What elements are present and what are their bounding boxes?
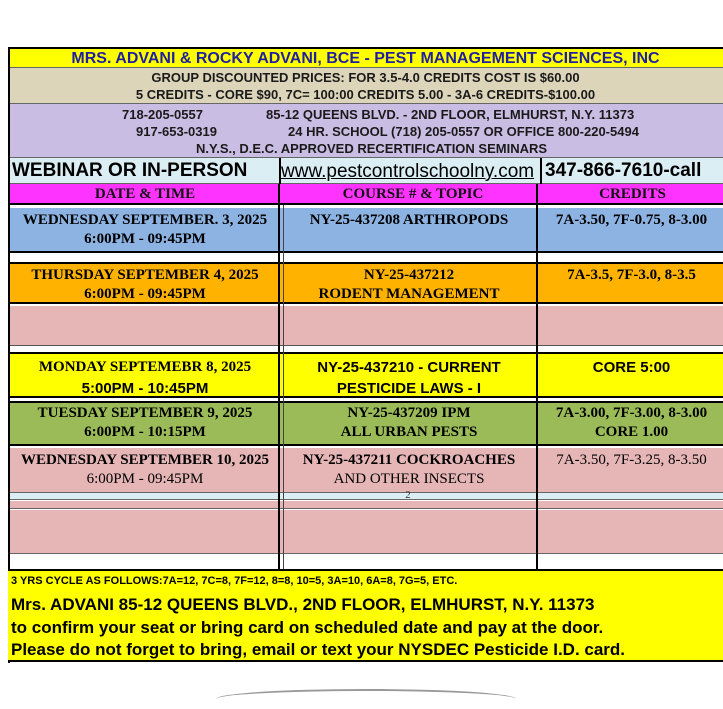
cycle-note: 3 YRS CYCLE AS FOLLOWS:7A=12, 7C=8, 7F=12, 8=8, 10=5, 3A=10, 6A=8, 7G=5, ETC. bbox=[11, 575, 458, 587]
row-date: TUESDAY SEPTEMBER 9, 2025 bbox=[37, 405, 253, 421]
website-link[interactable]: www.pestcontrolschoolny.com bbox=[281, 161, 535, 182]
footer-reminder: Please do not forget to bring, email or text your NYSDEC Pesticide I.D. card. bbox=[11, 640, 626, 659]
school-phone-text: 24 HR. SCHOOL (718) 205-0557 OR OFFICE 800-220-5494 bbox=[288, 124, 639, 139]
approval-text: N.Y.S., D.E.C. APPROVED RECERTIFICATION SEMINARS bbox=[196, 141, 548, 156]
row-date-cell bbox=[8, 450, 282, 493]
phone-primary: 718-205-0557 bbox=[122, 107, 203, 122]
pricing-line-1: GROUP DISCOUNTED PRICES: FOR 3.5-4.0 CREDITS COST IS $60.00 bbox=[151, 70, 580, 85]
row-course: NY-25-437208 ARTHROPODS bbox=[309, 212, 509, 228]
column-divider bbox=[536, 184, 538, 569]
phone-secondary: 917-653-0319 bbox=[136, 124, 217, 139]
header-course-topic: COURSE # & TOPIC bbox=[342, 186, 484, 202]
footer-address: Mrs. ADVANI 85-12 QUEENS BLVD., 2ND FLOOR, ELMHURST, N.Y. 11373 bbox=[11, 595, 595, 614]
row-credits-cell bbox=[540, 264, 723, 304]
footer-confirm: to confirm your seat or bring card on scheduled date and pay at the door. bbox=[11, 618, 604, 637]
row-credits: 7A-3.50, 7F-0.75, 8-3.00 bbox=[555, 212, 708, 228]
row-course-line2: PESTICIDE LAWS - I bbox=[336, 380, 482, 397]
title-band bbox=[8, 49, 723, 68]
row-course-cell bbox=[282, 403, 536, 446]
row-course-line2: ALL URBAN PESTS bbox=[340, 424, 478, 440]
row-credits: 7A-3.00, 7F-3.00, 8-3.00 bbox=[555, 405, 708, 421]
row-time: 6:00PM - 09:45PM bbox=[84, 231, 206, 247]
row-course: NY-25-437212 bbox=[363, 267, 455, 283]
row-date: MONDAY SEPTEMEBR 8, 2025 bbox=[38, 359, 252, 375]
row-course: NY-25-437211 COCKROACHES bbox=[302, 452, 516, 468]
header-credits: CREDITS bbox=[599, 186, 666, 202]
row-date-cell bbox=[8, 264, 282, 304]
row-time: 5:00PM - 10:45PM bbox=[81, 380, 209, 397]
separator-row bbox=[8, 493, 723, 500]
row-credits-cell bbox=[540, 450, 723, 493]
footer-band bbox=[8, 569, 723, 662]
row-date: THURSDAY SEPTEMBER 4, 2025 bbox=[31, 267, 259, 283]
address-text: 85-12 QUEENS BLVD. - 2ND FLOOR, ELMHURST, N.Y. 11373 bbox=[266, 107, 635, 122]
contact-band bbox=[8, 104, 723, 158]
call-number: 347-866-7610-call bbox=[540, 158, 701, 184]
gap-row bbox=[8, 554, 723, 569]
header-date-time: DATE & TIME bbox=[94, 186, 196, 202]
row-credits-cell bbox=[540, 208, 723, 253]
stray-mark: 2 bbox=[405, 489, 411, 501]
row-date: WEDNESDAY SEPTEMBER. 3, 2025 bbox=[22, 212, 268, 228]
pricing-line-2: 5 CREDITS - CORE $90, 7C= 100:00 CREDITS 5.00 - 3A-6 CREDITS-$100.00 bbox=[135, 87, 596, 102]
format-label: WEBINAR OR IN-PERSON bbox=[12, 160, 248, 181]
row-time: 6:00PM - 09:45PM bbox=[84, 286, 206, 302]
column-divider bbox=[283, 205, 284, 569]
row-course-line2: AND OTHER INSECTS bbox=[333, 471, 485, 487]
row-date-cell bbox=[8, 208, 282, 253]
column-header-row bbox=[8, 184, 723, 205]
row-date-cell bbox=[8, 354, 282, 398]
row-course-cell bbox=[282, 208, 536, 253]
row-course-cell bbox=[282, 264, 536, 304]
row-course-line2: RODENT MANAGEMENT bbox=[318, 286, 500, 302]
empty-row bbox=[8, 306, 723, 346]
page-title: MRS. ADVANI & ROCKY ADVANI, BCE - PEST MANAGEMENT SCIENCES, INC bbox=[71, 50, 660, 67]
row-date-cell bbox=[8, 403, 282, 446]
row-course-cell bbox=[282, 450, 536, 493]
empty-row bbox=[8, 510, 723, 554]
row-credits-cell bbox=[540, 403, 723, 446]
separator-row bbox=[8, 501, 723, 509]
pricing-band bbox=[8, 68, 723, 104]
row-course-cell bbox=[282, 354, 536, 398]
row-time: 6:00PM - 10:15PM bbox=[84, 424, 206, 440]
row-credits: 7A-3.5, 7F-3.0, 8-3.5 bbox=[567, 267, 696, 283]
row-date: WEDNESDAY SEPTEMBER 10, 2025 bbox=[20, 452, 270, 468]
website-clip bbox=[279, 158, 537, 184]
row-credits-line2: CORE 1.00 bbox=[594, 424, 669, 440]
row-course: NY-25-437209 IPM bbox=[347, 405, 471, 421]
row-credits: CORE 5:00 bbox=[592, 359, 671, 376]
column-divider bbox=[278, 184, 280, 569]
row-credits: 7A-3.50, 7F-3.25, 8-3.50 bbox=[556, 452, 707, 468]
bottom-arc bbox=[216, 689, 516, 709]
row-course: NY-25-437210 - CURRENT bbox=[317, 359, 501, 376]
row-time: 6:00PM - 09:45PM bbox=[86, 471, 204, 487]
row-credits-cell bbox=[540, 354, 723, 398]
